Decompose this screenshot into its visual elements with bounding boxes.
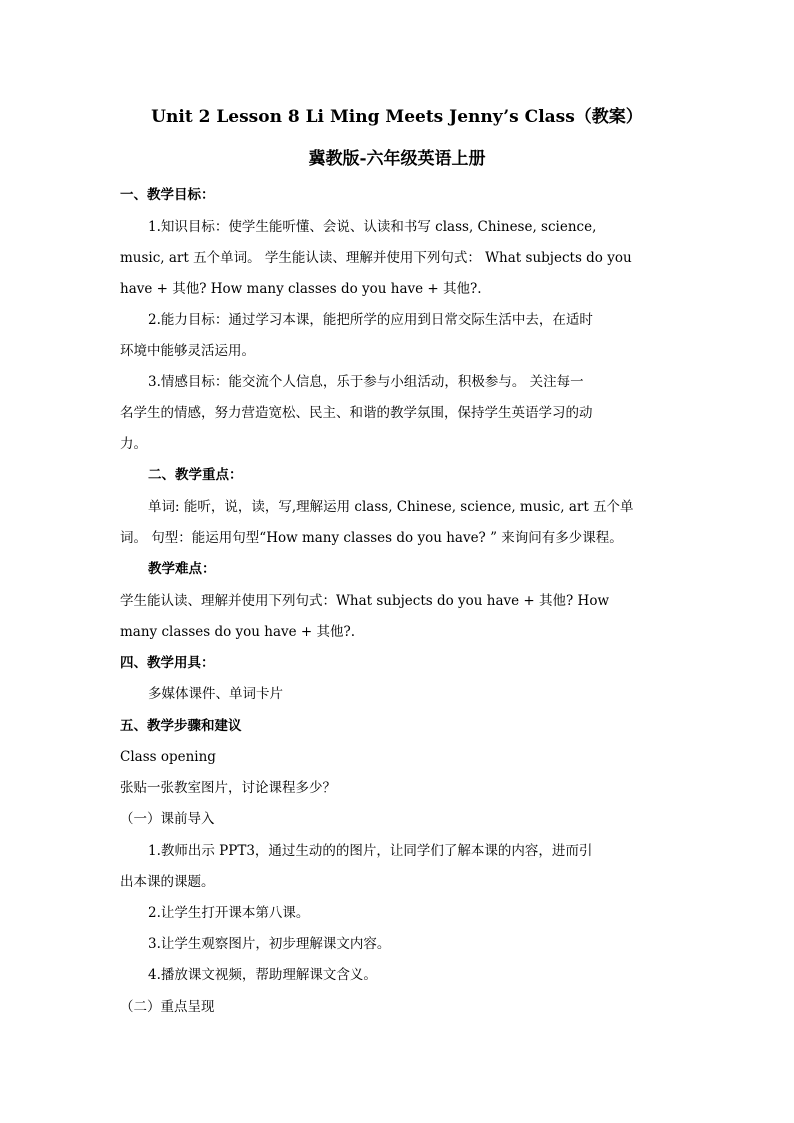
paragraph-line: Class opening: [120, 749, 216, 765]
paragraph-line: 环境中能够灵活运用。: [120, 343, 255, 359]
paragraph-line: 3.情感目标：能交流个人信息，乐于参与小组活动，积极参与。 关注每一: [148, 374, 584, 390]
document-subtitle: 冀教版-六年级英语上册: [308, 149, 486, 169]
paragraph-line: 1.教师出示 PPT3，通过生动的的图片，让同学们了解本课的内容，进而引: [148, 843, 593, 859]
paragraph-line: 4.播放课文视频，帮助理解课文含义。: [148, 967, 377, 983]
subsection-heading: （一）课前导入: [120, 811, 215, 827]
paragraph-line: 出本课的课题。: [120, 874, 215, 890]
document-title: Unit 2 Lesson 8 Li Ming Meets Jenny’s Class（教案）: [151, 107, 643, 127]
subsection-heading: （二）重点呈现: [120, 999, 215, 1015]
paragraph-line: 词。 句型：能运用句型“How many classes do you have? ” 来询问有多少课程。: [120, 530, 623, 546]
paragraph-line: 名学生的情感，努力营造宽松、民主、和谐的教学氛围，保持学生英语学习的动: [120, 405, 593, 421]
paragraph-line: 2.能力目标：通过学习本课，能把所学的应用到日常交际生活中去，在适时: [148, 312, 593, 328]
paragraph-line: 2.让学生打开课本第八课。: [148, 905, 310, 921]
section-heading-difficulties: 教学难点：: [148, 561, 216, 577]
section-heading-objectives: 一、教学目标：: [120, 187, 215, 203]
paragraph-line: 张贴一张教室图片，讨论课程多少？: [120, 780, 336, 796]
paragraph-line: 3.让学生观察图片，初步理解课文内容。: [148, 936, 391, 952]
paragraph-line: 学生能认读、理解并使用下列句式：What subjects do you have + 其他? How: [120, 593, 610, 609]
paragraph-line: 力。: [120, 436, 147, 452]
paragraph-line: 单词: 能听，说，读，写,理解运用 class, Chinese, science, music, art 五个单: [148, 499, 634, 515]
paragraph-line: music, art 五个单词。 学生能认读、理解并使用下列句式： What subjects do you: [120, 250, 632, 266]
paragraph-line: 1.知识目标：使学生能听懂、会说、认读和书写 class, Chinese, science,: [148, 219, 597, 235]
paragraph-line: many classes do you have + 其他?.: [120, 624, 356, 640]
paragraph-line: have + 其他? How many classes do you have + 其他?.: [120, 281, 482, 297]
section-heading-teaching-steps: 五、教学步骤和建议: [120, 718, 242, 734]
section-heading-key-points: 二、教学重点：: [148, 467, 243, 483]
paragraph-line: 多媒体课件、单词卡片: [148, 686, 283, 702]
section-heading-teaching-aids: 四、教学用具：: [120, 655, 215, 671]
